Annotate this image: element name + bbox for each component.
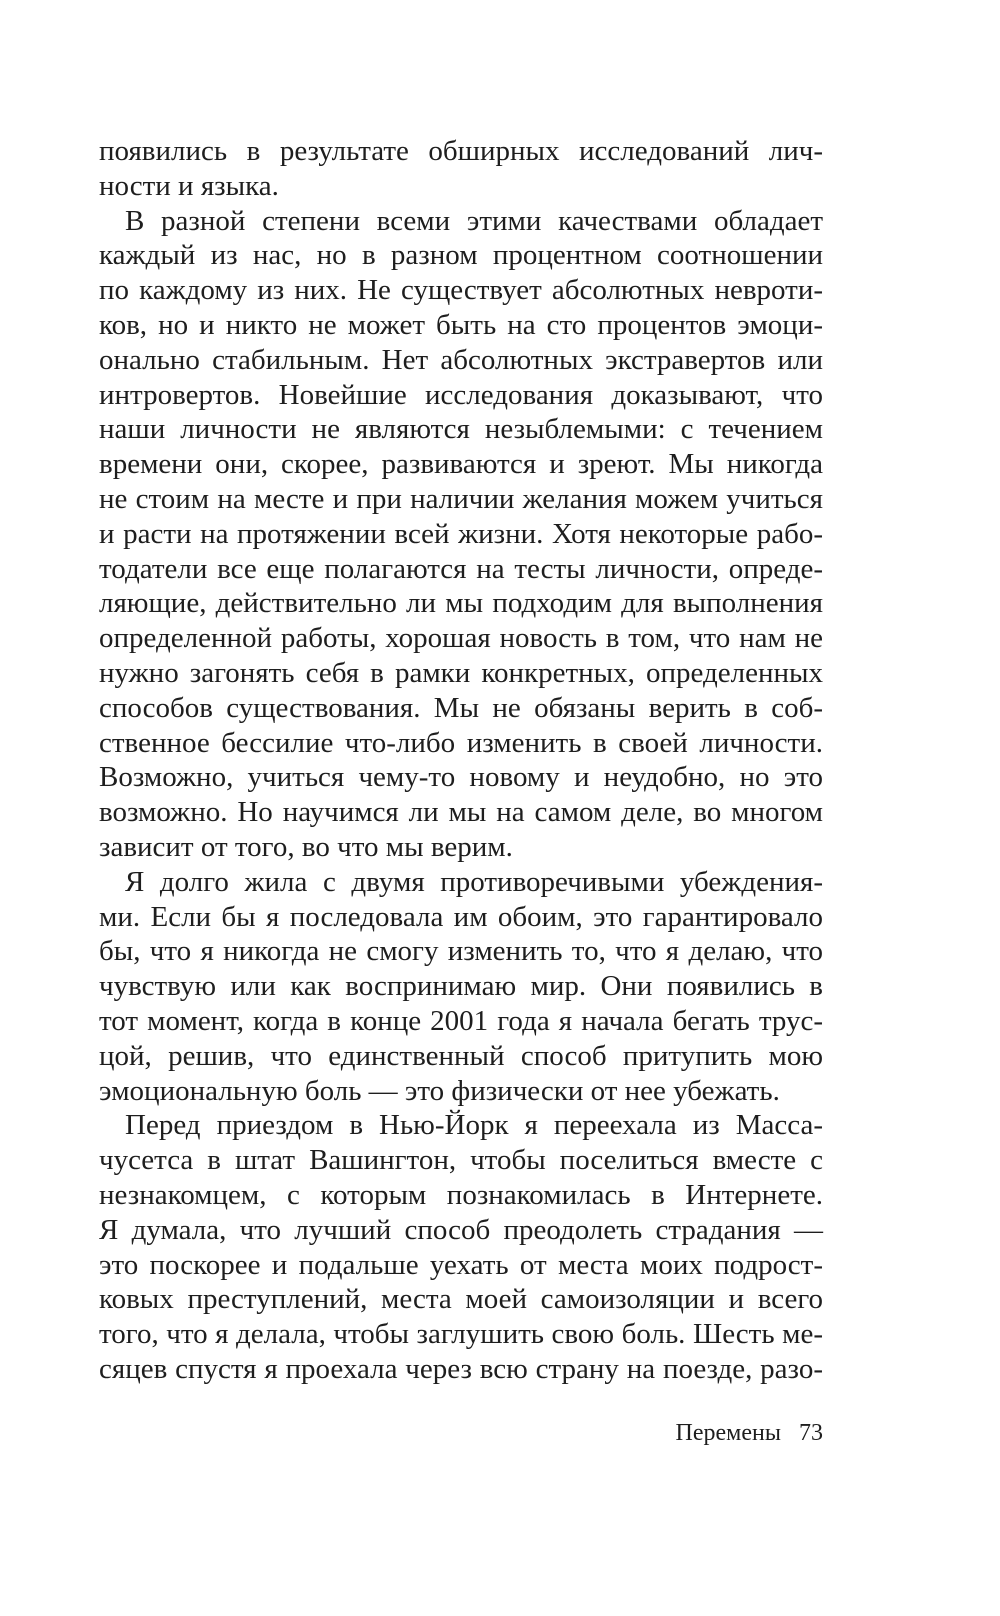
text-line: интровертов. Новейшие исследования доказывают, что — [99, 378, 823, 411]
text-line: ми. Если бы я последовала им обоим, это гарантировало — [99, 900, 823, 933]
text-line: тодатели все еще полагаются на тесты личности, опреде- — [99, 552, 823, 585]
text-line: чусетса в штат Вашингтон, чтобы поселиться вместе с — [99, 1144, 823, 1177]
text-line: ственное бессилие что-либо изменить в своей личности. — [99, 726, 823, 759]
text-line: незнакомцем, с которым познакомилась в Интернете. — [99, 1178, 823, 1211]
text-line: Я думала, что лучший способ преодолеть страдания — — [99, 1213, 823, 1246]
text-line: по каждому из них. Не существует абсолютных невроти- — [99, 274, 823, 307]
text-line: ков, но и никто не может быть на сто процентов эмоци- — [99, 308, 823, 341]
text-line: онально стабильным. Нет абсолютных экстравертов или — [99, 343, 823, 376]
text-line: нужно загонять себя в рамки конкретных, определенных — [99, 656, 823, 689]
text-line: сяцев спустя я проехала через всю страну на поезде, разо- — [99, 1352, 823, 1385]
text-line: В разной степени всеми этими качествами обладает — [125, 204, 823, 237]
text-line: определенной работы, хорошая новость в том, что нам не — [99, 622, 823, 655]
text-line: Перед приездом в Нью-Йорк я переехала из Масса- — [125, 1109, 823, 1142]
text-line: появились в результате обширных исследований лич- — [99, 135, 823, 167]
text-line: каждый из нас, но в разном процентном соотношении — [99, 239, 823, 272]
text-line: и расти на протяжении всей жизни. Хотя некоторые рабо- — [99, 517, 823, 550]
body-text — [99, 134, 823, 1387]
text-line: ляющие, действительно ли мы подходим для выполнения — [99, 587, 823, 620]
text-line: способов существования. Мы не обязаны верить в соб- — [99, 691, 823, 724]
text-line: возможно. Но научимся ли мы на самом деле, во многом — [99, 796, 823, 829]
text-line: зависит от того, во что мы верим. — [99, 830, 513, 863]
page-number: 73 — [799, 1420, 823, 1446]
text-line: Я долго жила с двумя противоречивыми убеждения- — [125, 865, 823, 898]
text-line: чувствую или как воспринимаю мир. Они появились в — [99, 970, 823, 1003]
text-line: времени они, скорее, развиваются и зреют. Мы никогда — [99, 448, 823, 481]
running-title: Перемены — [675, 1420, 781, 1446]
text-line: Возможно, учиться чему-то новому и неудобно, но это — [99, 761, 823, 794]
text-line: это поскорее и подальше уехать от места моих подрост- — [99, 1248, 823, 1281]
text-line: не стоим на месте и при наличии желания можем учиться — [99, 482, 823, 515]
text-line: эмоциональную боль — это физически от нее убежать. — [99, 1074, 780, 1107]
text-line: того, что я делала, чтобы заглушить свою боль. Шесть ме- — [99, 1318, 823, 1351]
text-line: бы, что я никогда не смогу изменить то, что я делаю, что — [99, 935, 823, 968]
text-line: цой, решив, что единственный способ притупить мою — [99, 1039, 823, 1072]
text-line: наши личности не являются незыблемыми: с течением — [99, 413, 823, 446]
page-footer — [676, 1418, 823, 1448]
text-line: ности и языка. — [99, 169, 279, 202]
text-line: ковых преступлений, места моей самоизоляции и всего — [99, 1283, 823, 1316]
text-line: тот момент, когда в конце 2001 года я начала бегать трус- — [99, 1004, 823, 1037]
